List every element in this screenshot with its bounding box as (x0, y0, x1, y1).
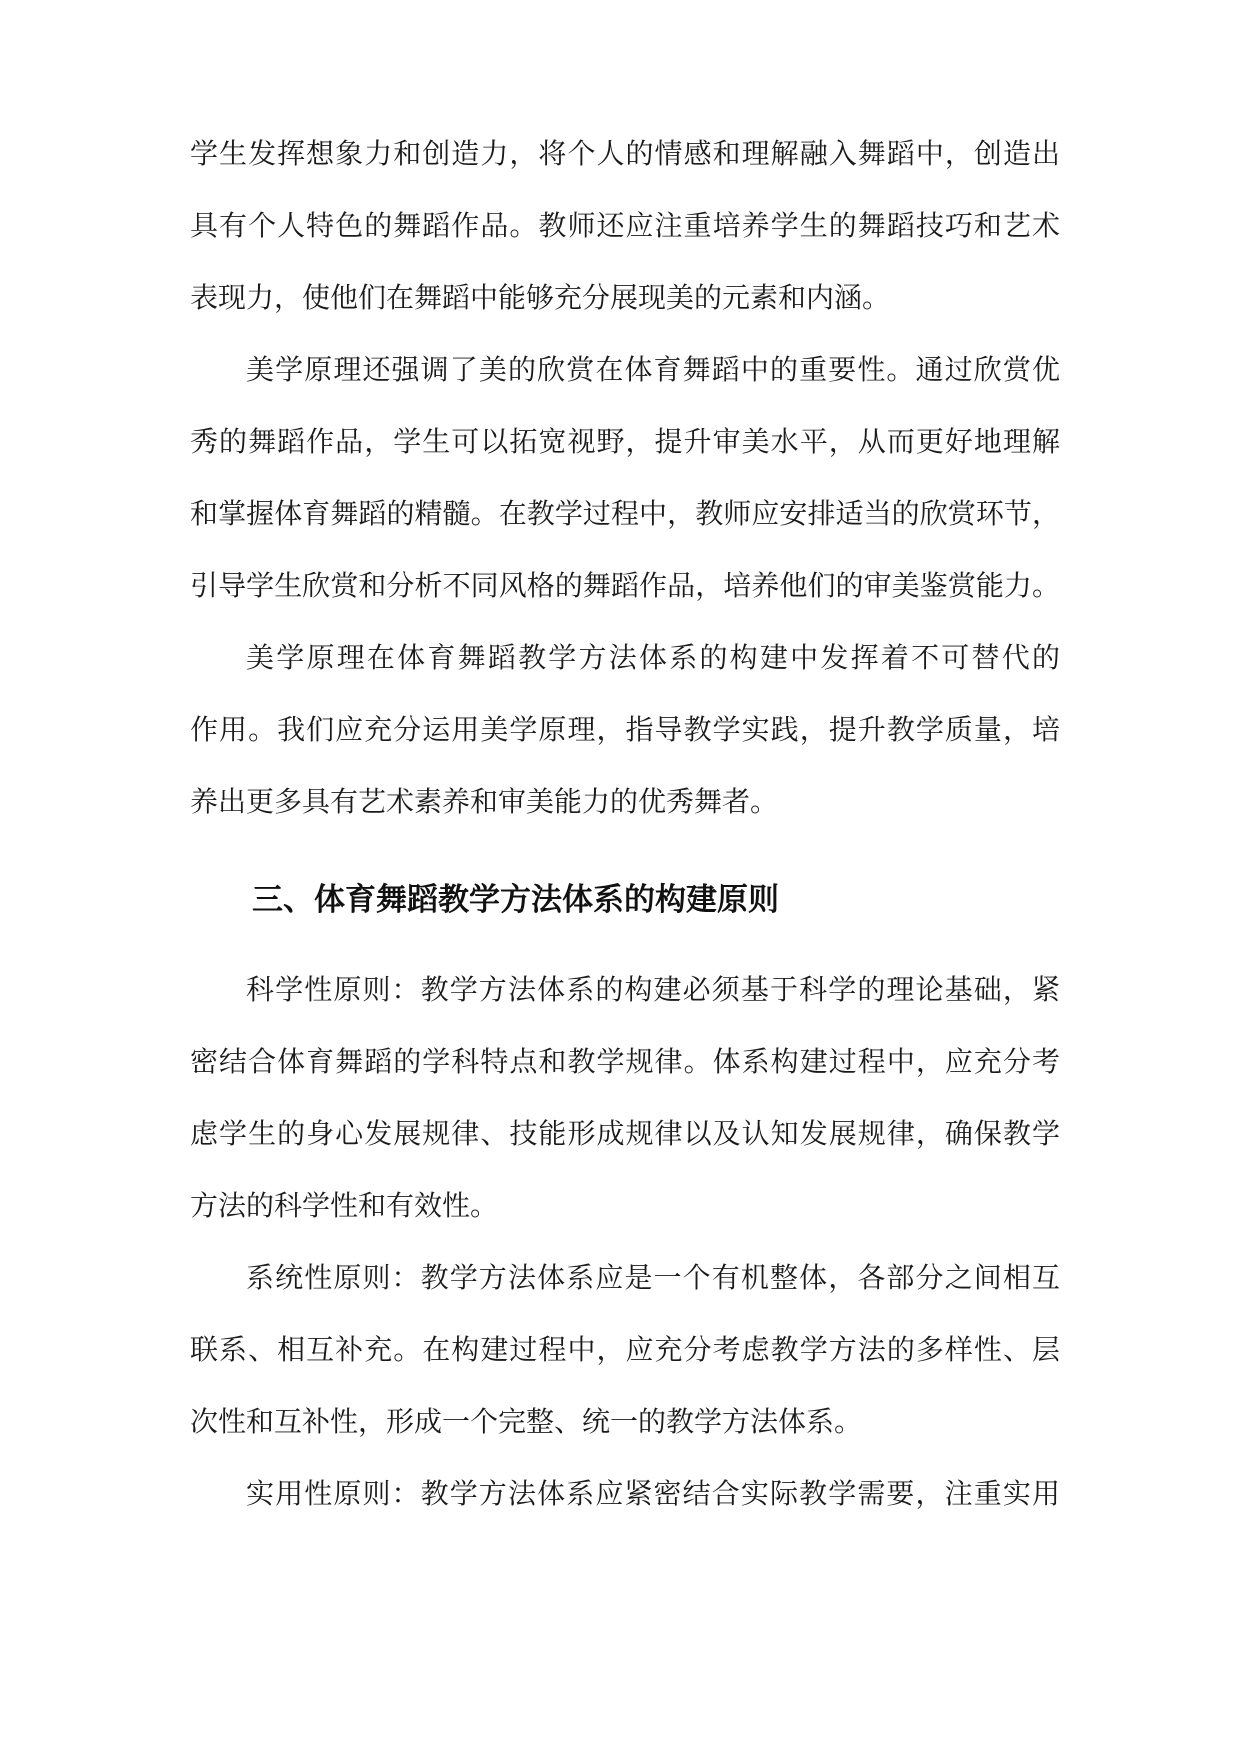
paragraph-line: 密结合体育舞蹈的学科特点和教学规律。体系构建过程中，应充分考 (190, 1045, 1060, 1078)
section-heading: 三、体育舞蹈教学方法体系的构建原则 (252, 882, 779, 918)
paragraph-line: 美学原理还强调了美的欣赏在体育舞蹈中的重要性。通过欣赏优 (246, 353, 1060, 386)
paragraph-line: 和掌握体育舞蹈的精髓。在教学过程中，教师应安排适当的欣赏环节， (190, 497, 1060, 530)
paragraph-line: 美学原理在体育舞蹈教学方法体系的构建中发挥着不可替代的 (246, 641, 1060, 674)
paragraph-line: 学生发挥想象力和创造力，将个人的情感和理解融入舞蹈中，创造出 (190, 137, 1060, 170)
paragraph-line: 科学性原则：教学方法体系的构建必须基于科学的理论基础，紧 (246, 973, 1060, 1006)
paragraph-line: 次性和互补性，形成一个完整、统一的教学方法体系。 (190, 1405, 863, 1438)
paragraph-line: 引导学生欣赏和分析不同风格的舞蹈作品，培养他们的审美鉴赏能力。 (190, 569, 1060, 602)
paragraph-line: 系统性原则：教学方法体系应是一个有机整体，各部分之间相互 (246, 1261, 1060, 1294)
paragraph-line: 具有个人特色的舞蹈作品。教师还应注重培养学生的舞蹈技巧和艺术 (190, 209, 1060, 242)
paragraph-line: 联系、相互补充。在构建过程中，应充分考虑教学方法的多样性、层 (190, 1333, 1060, 1366)
paragraph-line: 养出更多具有艺术素养和审美能力的优秀舞者。 (190, 785, 779, 818)
paragraph-line: 方法的科学性和有效性。 (190, 1189, 499, 1222)
paragraph-line: 作用。我们应充分运用美学原理，指导教学实践，提升教学质量，培 (190, 713, 1060, 746)
paragraph-line: 虑学生的身心发展规律、技能形成规律以及认知发展规律，确保教学 (190, 1117, 1060, 1150)
paragraph-line: 表现力，使他们在舞蹈中能够充分展现美的元素和内涵。 (190, 281, 891, 314)
paragraph-line: 实用性原则：教学方法体系应紧密结合实际教学需要，注重实用 (246, 1477, 1060, 1510)
paragraph-line: 秀的舞蹈作品，学生可以拓宽视野，提升审美水平，从而更好地理解 (190, 425, 1060, 458)
